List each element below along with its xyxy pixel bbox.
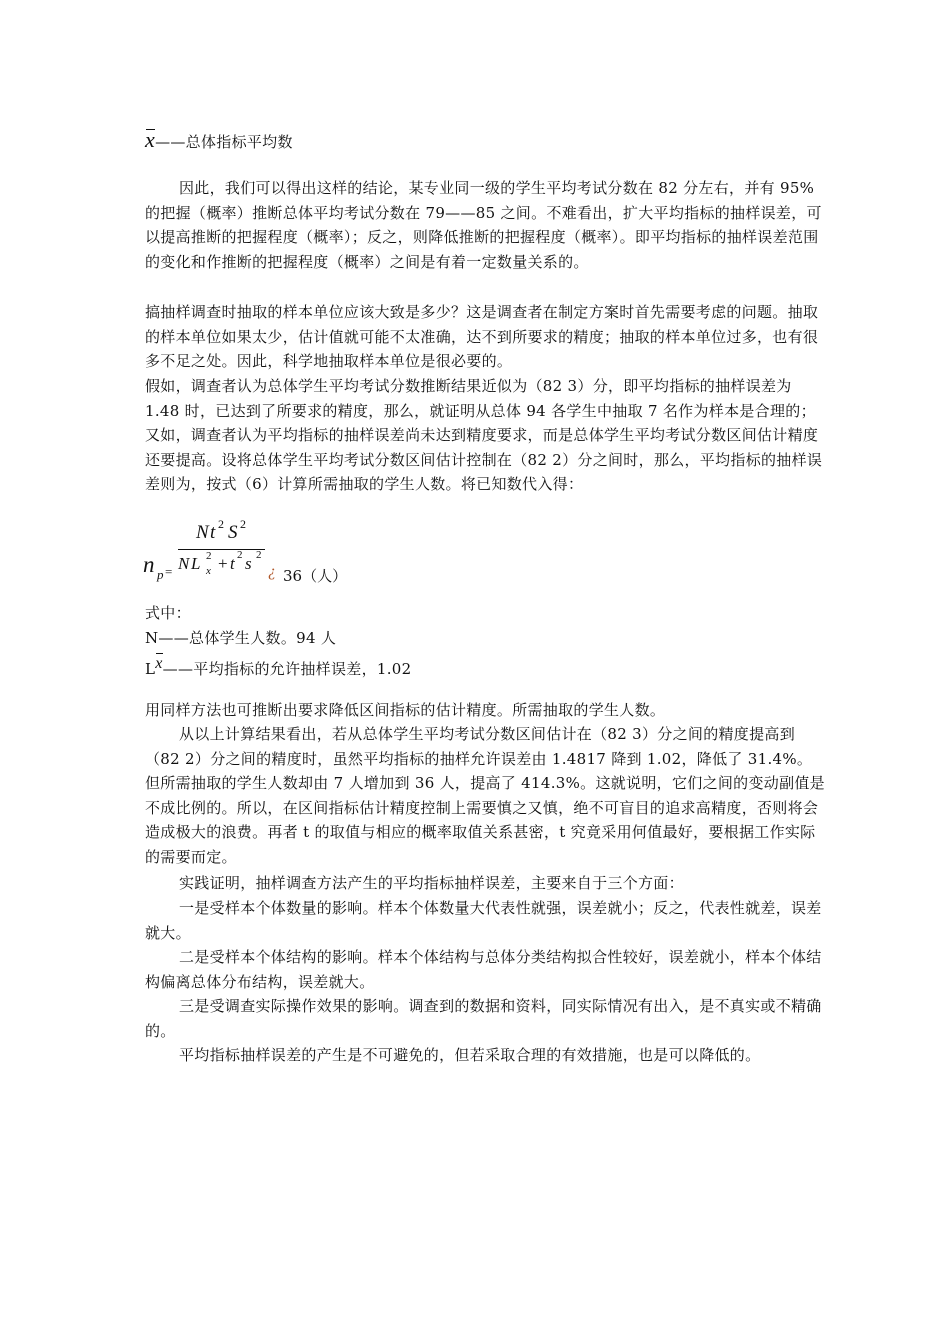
formula-L-exp: 2 (206, 550, 212, 562)
fraction-bar (178, 549, 265, 550)
paragraph-conclusion: 因此，我们可以得出这样的结论，某专业同一级的学生平均考试分数在 82 分左右，并有 95%的把握（概率）推断总体平均考试分数在 79——85 之间。不难看出，扩大平均指标的抽样误差，可以提高推断的把握程度（概率）；反之，则降低推断的把握程度（概率）。即平均指标的抽样误差范围的变化和作推断的把握程度（概率）之间是有着一定数量关系的。 (145, 179, 822, 271)
xbar-definition-text: ——总体指标平均数 (155, 133, 293, 151)
paragraph-same-method: 用同样方法也可推断出要求降低区间指标的估计精度。所需抽取的学生人数。 (145, 701, 666, 719)
formula-n-sub: p (157, 567, 164, 582)
formula-placeholder-glyph: ¿ (268, 563, 276, 580)
where-label: 式中： (145, 604, 191, 622)
formula-t: t (210, 522, 216, 543)
l-definition (145, 657, 825, 683)
formula-S: S (228, 522, 238, 543)
formula-L: L (191, 554, 201, 573)
formula-plus: + (218, 554, 228, 573)
formula-t2: t (230, 554, 235, 573)
formula-S-exp: 2 (240, 517, 246, 531)
formula-n: n (143, 552, 155, 577)
xbar-definition (145, 128, 825, 155)
l-definition-prefix: L (145, 660, 156, 678)
paragraph-practice: 实践证明，抽样调查方法产生的平均指标抽样误差，主要来自于三个方面： (179, 874, 684, 892)
formula-L-sub: x (206, 565, 211, 577)
formula-N: N (196, 522, 209, 543)
formula-t2-exp: 2 (237, 549, 243, 561)
formula-NL: N (178, 554, 190, 573)
paragraph-factor-one: 一是受样本个体数量的影响。样本个体数量大代表性就强，误差就小；反之，代表性就差，误差就大。 (145, 899, 822, 942)
x-bar-symbol: x (145, 127, 156, 152)
paragraph-calculation-results: 从以上计算结果看出，若从总体学生平均考试分数区间估计在（82 3）分之间的精度提高到（82 2）分之间的精度时，虽然平均指标的抽样允许误差由 1.4817 降到 1.02，降低了 31.4%。但所需抽取的学生人数却由 7 人增加到 36 人，提高了 414.3%。这就说明，它们之间的变动副值是不成比例的。所以，在区间指标估计精度控制上需要慎之又慎，绝不可盲目的追求高精度，否则将会造成极大的浪费。再者 t 的取值与相应的概率取值关系甚密，t 究竟采用何值最好，要根据工作实际的需要而定。 (145, 725, 825, 866)
l-definition-text: ——平均指标的允许抽样误差，1.02 (162, 660, 412, 678)
l-sub-x-bar: x (155, 652, 162, 677)
formula-result: 36（人） (283, 567, 348, 585)
formula-equals: = (165, 564, 173, 579)
paragraph-factor-two: 二是受样本个体结构的影响。样本个体结构与总体分类结构拟合性较好，误差就小，样本个体结构偏离总体分布结构，误差就大。 (145, 948, 822, 991)
paragraph-closing: 平均指标抽样误差的产生是不可避免的，但若采取合理的有效措施，也是可以降低的。 (179, 1046, 761, 1064)
formula-s-exp: 2 (256, 549, 262, 561)
n-definition: N——总体学生人数。94 人 (145, 629, 337, 647)
formula-t-exp: 2 (218, 517, 224, 531)
paragraph-assumption: 假如，调查者认为总体学生平均考试分数推断结果近似为（82 3）分，即平均指标的抽样误差为 1.48 时，已达到了所要求的精度，那么，就证明从总体 94 各学生中抽取 7 名作为样本是合理的；又如，调查者认为平均指标的抽样误差尚未达到精度要求，而是总体学生平均考试分数区间估计精度还要提高。设将总体学生平均考试分数区间估计控制在（82 2）分之间时，那么，平均指标的抽样误差则为，按式（6）计算所需抽取的学生人数。将已知数代入得： (145, 377, 823, 493)
formula-s: s (245, 554, 252, 573)
paragraph-factor-three: 三是受调查实际操作效果的影响。调查到的数据和资料，同实际情况有出入，是不真实或不精确的。 (145, 997, 822, 1040)
paragraph-sample-size: 搞抽样调查时抽取的样本单位应该大致是多少？这是调查者在制定方案时首先需要考虑的问题。抽取的样本单位如果太少，估计值就可能不太准确，达不到所要求的精度；抽取的样本单位过多，也有很多不足之处。因此，科学地抽取样本单位是很必要的。 (145, 303, 819, 370)
